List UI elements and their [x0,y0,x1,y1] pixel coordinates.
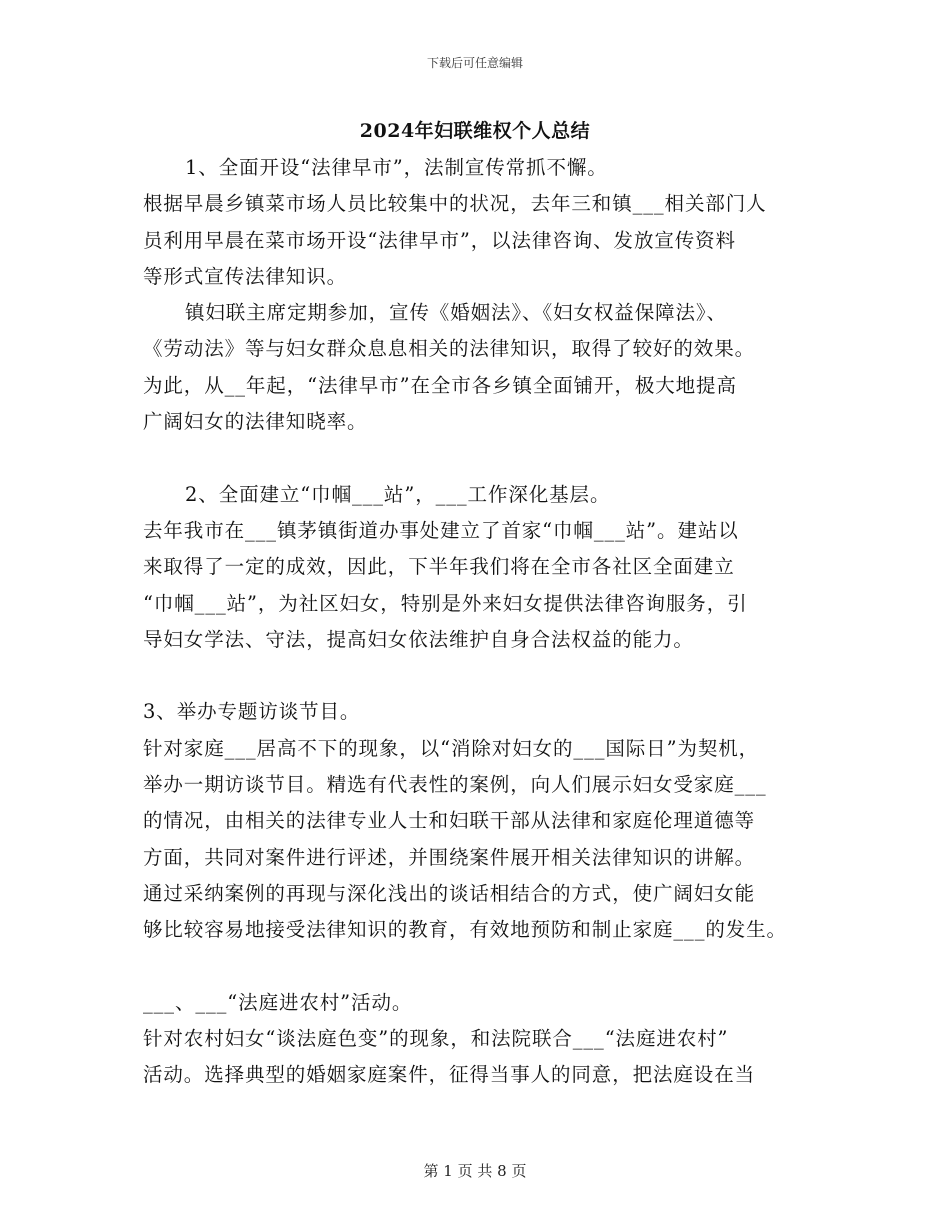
text-line: 广阔妇女的法律知晓率。 [143,410,368,434]
header-note: 下载后可任意编辑 [426,56,523,70]
text-line: 去年我市在___镇茅镇街道办事处建立了首家“巾帼___站”。建站以 [143,518,739,542]
text-line: 针对农村妇女“谈法庭色变”的现象，和法院联合___“法庭进农村” [143,1027,729,1051]
text-line: 导妇女学法、守法，提高妇女依法维护自身合法权益的能力。 [143,627,694,651]
text-line: 为此，从__年起，“法律早市”在全市各乡镇全面铺开，极大地提高 [143,373,737,397]
text-line: 举办一期访谈节目。精选有代表性的案例，向人们展示妇女受家庭___ [143,773,767,797]
text-line: 镇妇联主席定期参加，宣传《婚姻法》、《妇女权益保障法》、 [185,301,727,325]
document-title: 2024年妇联维权个人总结 [359,120,591,142]
blank-line [143,440,823,476]
text-line: 1、全面开设“法律早市”，法制宣传常抓不懈。 [185,156,608,179]
text-line: 3、举办专题访谈节目。 [143,700,361,724]
text-line: 够比较容易地接受法律知识的教育，有效地预防和制止家庭___的发生。 [143,918,787,942]
text-line: 通过采纳案例的再现与深化浅出的谈话相结合的方式，使广阔妇女能 [143,881,756,905]
text-line: 员利用早晨在菜市场开设“法律早市”，以法律咨询、发放宣传资料 [143,228,736,252]
text-line: 针对家庭___居高不下的现象，以“消除对妇女的___国际日”为契机， [143,736,760,760]
text-line: 等形式宣传法律知识。 [143,264,348,288]
text-line: 《劳动法》等与妇女群众息息相关的法律知识，取得了较好的效果。 [143,337,756,361]
text-line: 来取得了一定的成效，因此，下半年我们将在全市各社区全面建立 [143,555,735,579]
text-line: 根据早晨乡镇菜市场人员比较集中的状况，去年三和镇___相关部门人 [143,192,767,216]
text-line: 活动。选择典型的婚姻家庭案件，征得当事人的同意，把法庭设在当 [143,1063,756,1087]
document-body [143,150,823,1094]
text-line: 方面，共同对案件进行评述，并围绕案件展开相关法律知识的讲解。 [143,845,756,869]
blank-line [143,949,823,985]
text-line: “巾帼___站”，为社区妇女，特别是外来妇女提供法律咨询服务，引 [143,591,748,615]
page-footer: 第 1 页 共 8 页 [423,1162,527,1180]
text-line: 2、全面建立“巾帼___站”，___工作深化基层。 [185,482,611,506]
text-line: ___、___“法庭进农村”活动。 [143,990,413,1014]
blank-line [143,658,823,694]
text-line: 的情况，由相关的法律专业人士和妇联干部从法律和家庭伦理道德等 [143,809,756,833]
